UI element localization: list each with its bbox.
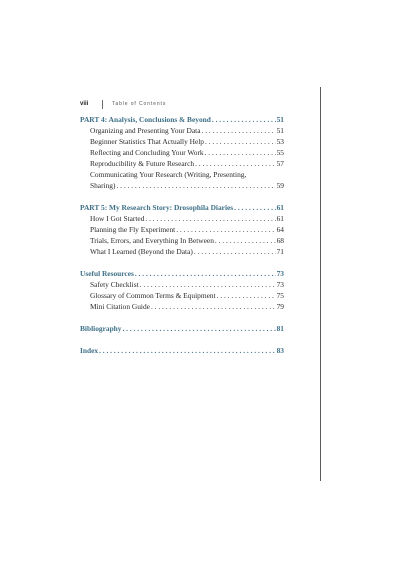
toc-entry-page: 64	[276, 225, 284, 234]
dot-leader	[195, 158, 276, 169]
toc-entry-page: 59	[276, 181, 284, 190]
dot-leader	[194, 246, 276, 257]
page-edge-rule	[320, 87, 321, 481]
toc-entry-page: 57	[276, 159, 284, 168]
toc-entry-part5[interactable]	[80, 202, 284, 213]
toc-entry-page: 55	[276, 148, 284, 157]
toc-entry[interactable]	[80, 158, 284, 169]
toc-entry-label-line2: Sharing)	[90, 181, 116, 190]
toc-entry-part4[interactable]	[80, 114, 284, 125]
toc-entry[interactable]	[80, 136, 284, 147]
toc-section-part5	[80, 202, 284, 257]
toc-entry[interactable]	[80, 125, 284, 136]
dot-leader	[202, 125, 276, 136]
dot-leader	[135, 268, 276, 279]
toc-entry[interactable]	[80, 301, 284, 312]
dot-leader	[99, 345, 276, 356]
dot-leader	[234, 202, 275, 213]
toc-entry-label: Planning the Fly Experiment	[90, 225, 176, 234]
dot-leader	[205, 147, 276, 158]
toc-entry-page: 73	[276, 280, 284, 289]
running-head-title: Table of Contents	[112, 101, 167, 107]
dot-leader	[205, 136, 276, 147]
toc-entry-label: PART 4: Analysis, Conclusions & Beyond	[80, 115, 211, 124]
toc-entry-page: 61	[276, 203, 284, 212]
toc-section-index	[80, 345, 284, 356]
dot-leader	[176, 224, 275, 235]
page-number: viii	[80, 101, 89, 107]
toc-entry[interactable]	[80, 235, 284, 246]
toc-entry-label: Trials, Errors, and Everything In Between	[90, 236, 214, 245]
toc-section-resources	[80, 268, 284, 312]
toc-entry[interactable]	[80, 246, 284, 257]
toc-entry-label: Useful Resources	[80, 269, 134, 278]
toc-entry-page: 79	[276, 302, 284, 311]
dot-leader	[140, 279, 276, 290]
toc-entry-page: 51	[276, 126, 284, 135]
dot-leader	[122, 323, 275, 334]
toc-entry[interactable]	[80, 290, 284, 301]
toc-entry[interactable]	[80, 213, 284, 224]
toc-entry-page: 51	[276, 115, 284, 124]
toc-section-part4	[80, 114, 284, 191]
toc-entry-label: Index	[80, 346, 99, 355]
toc-entry-label: Mini Citation Guide	[90, 302, 150, 311]
toc-entry-label: Beginner Statistics That Actually Help	[90, 137, 204, 146]
toc-section-bibliography	[80, 323, 284, 334]
toc-entry-page: 73	[276, 269, 284, 278]
toc-entry-label: How I Got Started	[90, 214, 145, 223]
toc-entry-page: 71	[276, 247, 284, 256]
toc-entry-page: 75	[276, 291, 284, 300]
toc-entry-bibliography[interactable]	[80, 323, 284, 334]
toc-entry-label: What I Learned (Beyond the Data)	[90, 247, 193, 256]
toc-entry-label: Safety Checklist	[90, 280, 139, 289]
toc-entry-page: 81	[276, 324, 284, 333]
toc-entry-page: 53	[276, 137, 284, 146]
toc-entry-label: Reproducibility & Future Research	[90, 159, 195, 168]
toc-entry[interactable]	[80, 147, 284, 158]
dot-leader	[212, 114, 276, 125]
dot-leader	[116, 180, 275, 191]
toc-entry-page: 68	[276, 236, 284, 245]
running-head-divider	[102, 100, 103, 109]
toc-entry[interactable]	[80, 224, 284, 235]
toc-entry[interactable]	[80, 180, 284, 191]
toc-entry-label: Organizing and Presenting Your Data	[90, 126, 201, 135]
running-head	[80, 99, 166, 109]
toc-entry-label: PART 5: My Research Story: Drosophila Diaries	[80, 203, 234, 212]
dot-leader	[215, 235, 276, 246]
dot-leader	[145, 213, 275, 224]
dot-leader	[151, 301, 276, 312]
table-of-contents	[80, 114, 284, 367]
dot-leader	[217, 290, 276, 301]
toc-entry-index[interactable]	[80, 345, 284, 356]
toc-entry-page: 83	[276, 346, 284, 355]
toc-entry-resources[interactable]	[80, 268, 284, 279]
toc-entry-label: Reflecting and Concluding Your Work	[90, 148, 204, 157]
toc-entry[interactable]	[80, 279, 284, 290]
toc-entry-page: 61	[276, 214, 284, 223]
toc-entry-label: Glossary of Common Terms & Equipment	[90, 291, 216, 300]
toc-entry-label: Bibliography	[80, 324, 122, 333]
toc-entry-label-line1[interactable]: Communicating Your Research (Writing, Presenting,	[90, 170, 247, 179]
